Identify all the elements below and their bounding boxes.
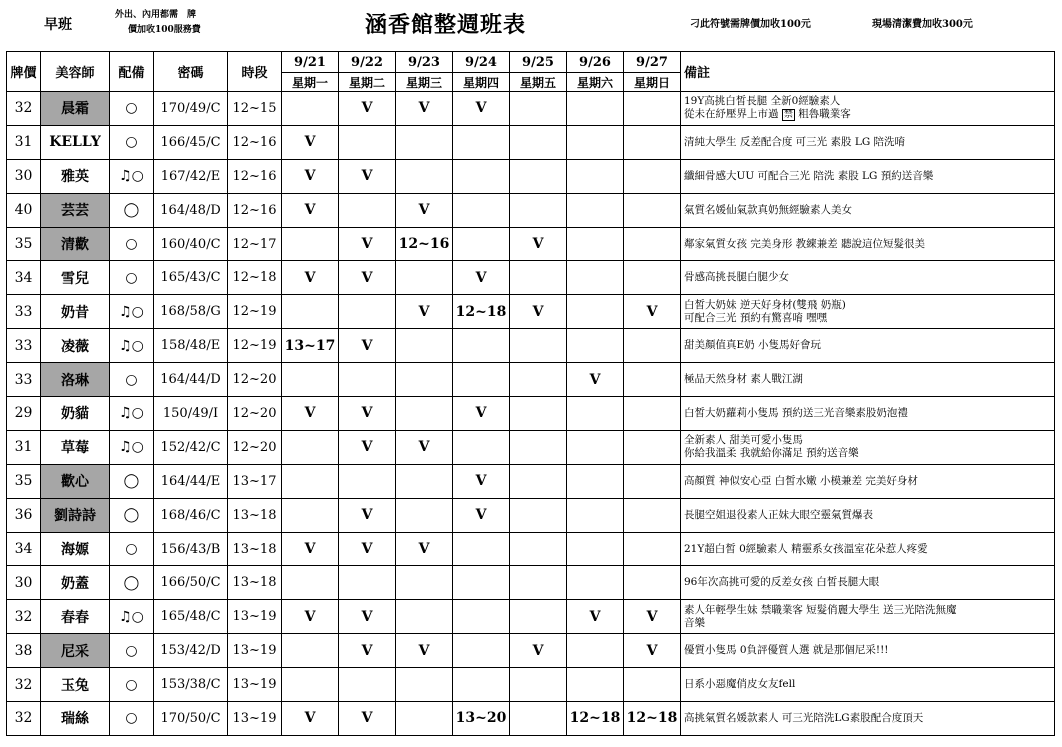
day-cell — [624, 430, 681, 464]
day-cell — [624, 92, 681, 126]
day-cell — [624, 566, 681, 600]
time-slot-cell: 13~19 — [228, 702, 282, 736]
note-cell: 素人年輕學生妹 禁職業客 短髮俏麗大學生 送三光陪洗無魔 音樂 — [681, 600, 1055, 634]
day-cell — [510, 498, 567, 532]
table-row — [7, 600, 1055, 634]
service-fee-note-line1: 外出、內用都需 牌 — [115, 10, 197, 20]
day-cell — [282, 464, 339, 498]
day-cell — [624, 668, 681, 702]
day-cell — [567, 329, 624, 363]
time-slot-cell: 12~17 — [228, 227, 282, 261]
note-cell: 21Y超白皙 0經驗素人 精靈系女孩溫室花朵惹人疼愛 — [681, 532, 1055, 566]
code-cell: 165/48/C — [154, 600, 228, 634]
price-cell: 38 — [7, 634, 41, 668]
day-cell — [396, 702, 453, 736]
day-cell — [396, 668, 453, 702]
day-cell — [624, 159, 681, 193]
stylist-name: 玉兔 — [41, 668, 110, 702]
day-cell — [567, 464, 624, 498]
day-cell — [510, 92, 567, 126]
day-cell — [453, 329, 510, 363]
date-header: 9/23 — [396, 52, 453, 73]
day-cell — [282, 566, 339, 600]
table-row — [7, 532, 1055, 566]
note-cell: 96年次高挑可愛的反差女孩 白皙長腿大眼 — [681, 566, 1055, 600]
stylist-name: 海嫄 — [41, 532, 110, 566]
day-cell: V — [453, 261, 510, 295]
equipment-cell: ○ — [110, 668, 154, 702]
day-cell — [510, 702, 567, 736]
note-cell: 高顏質 神似安心亞 白皙水嫩 小模兼差 完美好身材 — [681, 464, 1055, 498]
note-cell: 白皙大奶妹 逆天好身材(雙飛 奶瓶) 可配合三光 預約有驚喜唷 嘿嘿 — [681, 295, 1055, 329]
day-cell: V — [453, 92, 510, 126]
price-cell: 35 — [7, 464, 41, 498]
code-cell: 166/45/C — [154, 125, 228, 159]
day-cell — [339, 125, 396, 159]
code-cell: 156/43/B — [154, 532, 228, 566]
code-cell: 167/42/E — [154, 159, 228, 193]
time-slot-cell: 13~18 — [228, 498, 282, 532]
day-cell: V — [339, 397, 396, 431]
day-cell: V — [282, 397, 339, 431]
table-row — [7, 363, 1055, 397]
equipment-cell: ○ — [110, 261, 154, 295]
price-cell: 34 — [7, 261, 41, 295]
note-cell: 白皙大奶蘿莉小隻馬 預約送三光音樂素股奶泡禮 — [681, 397, 1055, 431]
time-slot-cell: 12~19 — [228, 295, 282, 329]
time-slot-cell: 13~18 — [228, 532, 282, 566]
day-cell — [567, 430, 624, 464]
price-cell: 33 — [7, 295, 41, 329]
equipment-cell: ◯ — [110, 193, 154, 227]
day-cell — [453, 532, 510, 566]
price-cell: 40 — [7, 193, 41, 227]
note-cell: 纖細骨感大UU 可配合三光 陪洗 素股 LG 預約送音樂 — [681, 159, 1055, 193]
day-cell: V — [396, 295, 453, 329]
note-cell: 甜美顏值真E奶 小隻馬好會玩 — [681, 329, 1055, 363]
day-cell — [567, 125, 624, 159]
day-cell: V — [282, 532, 339, 566]
code-cell: 150/49/I — [154, 397, 228, 431]
table-row — [7, 227, 1055, 261]
day-cell — [624, 464, 681, 498]
day-cell — [396, 397, 453, 431]
day-cell: V — [510, 295, 567, 329]
time-slot-cell: 13~19 — [228, 668, 282, 702]
equipment-cell: ♫○ — [110, 295, 154, 329]
table-row — [7, 125, 1055, 159]
code-cell: 164/44/D — [154, 363, 228, 397]
day-cell — [510, 125, 567, 159]
note-cell: 日系小惡魔俏皮女友fell — [681, 668, 1055, 702]
day-cell: 12~18 — [453, 295, 510, 329]
day-cell — [510, 397, 567, 431]
day-cell — [339, 464, 396, 498]
forbidden-mark: 禁 — [783, 109, 793, 120]
day-cell: V — [624, 600, 681, 634]
price-cell: 31 — [7, 125, 41, 159]
price-cell: 30 — [7, 159, 41, 193]
code-cell: 165/43/C — [154, 261, 228, 295]
code-cell: 158/48/E — [154, 329, 228, 363]
table-row — [7, 668, 1055, 702]
note-cell: 極品天然身材 素人戰江湖 — [681, 363, 1055, 397]
stylist-name: 劉詩詩 — [41, 498, 110, 532]
col-header-code: 密碼 — [154, 52, 228, 92]
time-slot-cell: 13~19 — [228, 634, 282, 668]
note-cell: 清純大學生 反差配合度 可三光 素股 LG 陪洗唷 — [681, 125, 1055, 159]
table-row — [7, 397, 1055, 431]
day-cell — [453, 668, 510, 702]
day-cell: V — [396, 532, 453, 566]
equipment-cell: ○ — [110, 702, 154, 736]
day-cell: V — [567, 363, 624, 397]
stylist-name: 歡心 — [41, 464, 110, 498]
time-slot-cell: 12~19 — [228, 329, 282, 363]
stylist-name: 雪兒 — [41, 261, 110, 295]
day-cell: V — [624, 295, 681, 329]
stylist-name: 晨霜 — [41, 92, 110, 126]
weekday-header: 星期五 — [510, 73, 567, 92]
col-header-time: 時段 — [228, 52, 282, 92]
day-cell: V — [339, 498, 396, 532]
date-header: 9/27 — [624, 52, 681, 73]
price-cell: 35 — [7, 227, 41, 261]
table-row — [7, 498, 1055, 532]
col-header-note: 備註 — [681, 52, 1055, 92]
equipment-cell: ♫○ — [110, 329, 154, 363]
day-cell — [567, 92, 624, 126]
price-cell: 34 — [7, 532, 41, 566]
day-cell — [453, 125, 510, 159]
day-cell: V — [453, 498, 510, 532]
day-cell — [567, 193, 624, 227]
day-cell — [339, 193, 396, 227]
day-cell — [453, 430, 510, 464]
table-row — [7, 430, 1055, 464]
day-cell — [282, 498, 339, 532]
weekday-header: 星期四 — [453, 73, 510, 92]
equipment-cell: ◯ — [110, 464, 154, 498]
table-row — [7, 634, 1055, 668]
day-cell: V — [339, 227, 396, 261]
day-cell — [567, 668, 624, 702]
day-cell: V — [396, 634, 453, 668]
equipment-cell: ♫○ — [110, 397, 154, 431]
day-cell — [453, 634, 510, 668]
day-cell — [510, 668, 567, 702]
day-cell — [510, 363, 567, 397]
date-header: 9/25 — [510, 52, 567, 73]
day-cell — [567, 159, 624, 193]
equipment-cell: ○ — [110, 227, 154, 261]
day-cell: V — [396, 92, 453, 126]
day-cell — [339, 363, 396, 397]
header — [0, 0, 1062, 50]
stylist-name: 雅英 — [41, 159, 110, 193]
time-slot-cell: 12~20 — [228, 397, 282, 431]
day-cell — [567, 498, 624, 532]
day-cell — [624, 125, 681, 159]
day-cell — [567, 566, 624, 600]
stylist-name: 洛琳 — [41, 363, 110, 397]
equipment-cell: ○ — [110, 532, 154, 566]
day-cell — [567, 532, 624, 566]
time-slot-cell: 12~20 — [228, 363, 282, 397]
table-row — [7, 193, 1055, 227]
code-cell: 153/42/D — [154, 634, 228, 668]
day-cell: V — [510, 227, 567, 261]
price-cell: 33 — [7, 363, 41, 397]
day-cell: V — [396, 430, 453, 464]
price-cell: 32 — [7, 702, 41, 736]
stylist-name: 奶蓋 — [41, 566, 110, 600]
day-cell — [453, 363, 510, 397]
code-cell: 152/42/C — [154, 430, 228, 464]
day-cell: V — [339, 600, 396, 634]
stylist-name: KELLY — [41, 125, 110, 159]
day-cell: V — [396, 193, 453, 227]
day-cell — [282, 430, 339, 464]
day-cell — [339, 295, 396, 329]
day-cell: 12~16 — [396, 227, 453, 261]
day-cell — [567, 227, 624, 261]
day-cell: 13~17 — [282, 329, 339, 363]
price-cell: 36 — [7, 498, 41, 532]
day-cell — [624, 261, 681, 295]
equipment-cell: ♫○ — [110, 600, 154, 634]
day-cell — [396, 125, 453, 159]
code-cell: 153/38/C — [154, 668, 228, 702]
day-cell: V — [567, 600, 624, 634]
day-cell — [396, 498, 453, 532]
day-cell — [567, 295, 624, 329]
equipment-cell: ◯ — [110, 498, 154, 532]
day-cell — [624, 227, 681, 261]
day-cell: 12~18 — [624, 702, 681, 736]
stylist-name: 奶貓 — [41, 397, 110, 431]
time-slot-cell: 12~16 — [228, 193, 282, 227]
day-cell — [453, 193, 510, 227]
day-cell — [282, 295, 339, 329]
shift-label: 早班 — [44, 17, 72, 33]
stylist-name: 奶昔 — [41, 295, 110, 329]
day-cell — [624, 397, 681, 431]
note-cell: 全新素人 甜美可愛小隻馬 你給我溫柔 我就給你滿足 預約送音樂 — [681, 430, 1055, 464]
day-cell: V — [339, 532, 396, 566]
day-cell: V — [339, 159, 396, 193]
day-cell: V — [339, 702, 396, 736]
day-cell — [510, 329, 567, 363]
day-cell — [339, 668, 396, 702]
day-cell — [510, 566, 567, 600]
day-cell — [624, 498, 681, 532]
note-cell: 優質小隻馬 0負評優質人選 就是那個尼采!!! — [681, 634, 1055, 668]
equipment-cell: ♫○ — [110, 159, 154, 193]
table-row — [7, 295, 1055, 329]
day-cell — [453, 600, 510, 634]
day-cell — [282, 634, 339, 668]
equipment-cell: ◯ — [110, 566, 154, 600]
stylist-name: 芸芸 — [41, 193, 110, 227]
weekday-header: 星期三 — [396, 73, 453, 92]
day-cell — [282, 363, 339, 397]
page-title: 涵香館整週班表 — [365, 12, 527, 38]
cleaning-fee-note: 現場清潔費加收300元 — [872, 19, 973, 30]
day-cell — [396, 600, 453, 634]
time-slot-cell: 13~18 — [228, 566, 282, 600]
day-cell — [624, 532, 681, 566]
day-cell: V — [339, 634, 396, 668]
day-cell — [510, 464, 567, 498]
table-row — [7, 92, 1055, 126]
time-slot-cell: 12~20 — [228, 430, 282, 464]
day-cell — [396, 261, 453, 295]
code-cell: 168/58/G — [154, 295, 228, 329]
date-header: 9/24 — [453, 52, 510, 73]
code-cell: 170/50/C — [154, 702, 228, 736]
table-row — [7, 566, 1055, 600]
symbol-fee-note: 刁此符號需牌價加收100元 — [690, 19, 811, 30]
day-cell — [339, 566, 396, 600]
day-cell: V — [339, 430, 396, 464]
day-cell — [567, 397, 624, 431]
service-fee-note-line2: 價加收100服務費 — [128, 25, 201, 35]
time-slot-cell: 12~16 — [228, 159, 282, 193]
day-cell — [624, 193, 681, 227]
price-cell: 33 — [7, 329, 41, 363]
weekday-header: 星期一 — [282, 73, 339, 92]
day-cell — [624, 363, 681, 397]
weekday-header: 星期日 — [624, 73, 681, 92]
day-cell — [567, 634, 624, 668]
time-slot-cell: 12~16 — [228, 125, 282, 159]
day-cell: 13~20 — [453, 702, 510, 736]
date-header: 9/21 — [282, 52, 339, 73]
day-cell: V — [624, 634, 681, 668]
equipment-cell: ○ — [110, 125, 154, 159]
date-header: 9/26 — [567, 52, 624, 73]
col-header-price: 牌價 — [7, 52, 41, 92]
note-cell: 氣質名媛仙氣款真奶無經驗素人美女 — [681, 193, 1055, 227]
day-cell — [282, 668, 339, 702]
weekday-header: 星期六 — [567, 73, 624, 92]
price-cell: 32 — [7, 668, 41, 702]
col-header-equip: 配備 — [110, 52, 154, 92]
day-cell: V — [510, 634, 567, 668]
table-row — [7, 329, 1055, 363]
time-slot-cell: 12~15 — [228, 92, 282, 126]
day-cell: V — [282, 600, 339, 634]
day-cell — [510, 600, 567, 634]
day-cell: V — [339, 92, 396, 126]
stylist-name: 凌薇 — [41, 329, 110, 363]
table-row — [7, 464, 1055, 498]
equipment-cell: ○ — [110, 92, 154, 126]
note-cell: 高挑氣質名媛款素人 可三光陪洗LG素股配合度頂天 — [681, 702, 1055, 736]
day-cell: V — [282, 193, 339, 227]
code-cell: 160/40/C — [154, 227, 228, 261]
price-cell: 32 — [7, 92, 41, 126]
day-cell: V — [282, 125, 339, 159]
day-cell — [282, 227, 339, 261]
price-cell: 29 — [7, 397, 41, 431]
stylist-name: 草莓 — [41, 430, 110, 464]
stylist-name: 瑞絲 — [41, 702, 110, 736]
note-cell: 19Y高挑白皙長腿 全新0經驗素人 從未在紓壓界上市過 禁 粗魯職業客 — [681, 92, 1055, 126]
day-cell — [453, 227, 510, 261]
day-cell: V — [339, 329, 396, 363]
schedule-body — [7, 92, 1055, 736]
code-cell: 164/44/E — [154, 464, 228, 498]
day-cell — [396, 329, 453, 363]
day-cell: V — [453, 397, 510, 431]
day-cell — [453, 159, 510, 193]
day-cell — [567, 261, 624, 295]
day-cell: V — [282, 702, 339, 736]
code-cell: 166/50/C — [154, 566, 228, 600]
note-cell: 鄰家氣質女孩 完美身形 教練兼差 聽說這位短髮很美 — [681, 227, 1055, 261]
day-cell — [396, 566, 453, 600]
equipment-cell: ○ — [110, 363, 154, 397]
day-cell — [510, 261, 567, 295]
price-cell: 30 — [7, 566, 41, 600]
stylist-name: 春春 — [41, 600, 110, 634]
table-row — [7, 159, 1055, 193]
day-cell — [510, 159, 567, 193]
day-cell: V — [282, 159, 339, 193]
day-cell — [282, 92, 339, 126]
code-cell: 164/48/D — [154, 193, 228, 227]
note-cell: 骨感高挑長腿白腿少女 — [681, 261, 1055, 295]
day-cell: V — [282, 261, 339, 295]
note-cell: 長腿空姐退役素人正妹大眼空靈氣質爆表 — [681, 498, 1055, 532]
price-cell: 32 — [7, 600, 41, 634]
stylist-name: 清歡 — [41, 227, 110, 261]
table-row — [7, 261, 1055, 295]
day-cell — [510, 430, 567, 464]
time-slot-cell: 13~19 — [228, 600, 282, 634]
day-cell — [510, 532, 567, 566]
equipment-cell: ○ — [110, 634, 154, 668]
time-slot-cell: 12~18 — [228, 261, 282, 295]
day-cell: V — [339, 261, 396, 295]
day-cell — [453, 566, 510, 600]
equipment-cell: ♫○ — [110, 430, 154, 464]
schedule-table — [6, 51, 1055, 736]
day-cell: 12~18 — [567, 702, 624, 736]
day-cell — [624, 329, 681, 363]
code-cell: 170/49/C — [154, 92, 228, 126]
day-cell — [396, 363, 453, 397]
date-header: 9/22 — [339, 52, 396, 73]
col-header-name: 美容師 — [41, 52, 110, 92]
time-slot-cell: 13~17 — [228, 464, 282, 498]
code-cell: 168/46/C — [154, 498, 228, 532]
day-cell — [396, 464, 453, 498]
price-cell: 31 — [7, 430, 41, 464]
table-row — [7, 702, 1055, 736]
stylist-name: 尼采 — [41, 634, 110, 668]
day-cell: V — [453, 464, 510, 498]
weekday-header: 星期二 — [339, 73, 396, 92]
day-cell — [396, 159, 453, 193]
day-cell — [510, 193, 567, 227]
